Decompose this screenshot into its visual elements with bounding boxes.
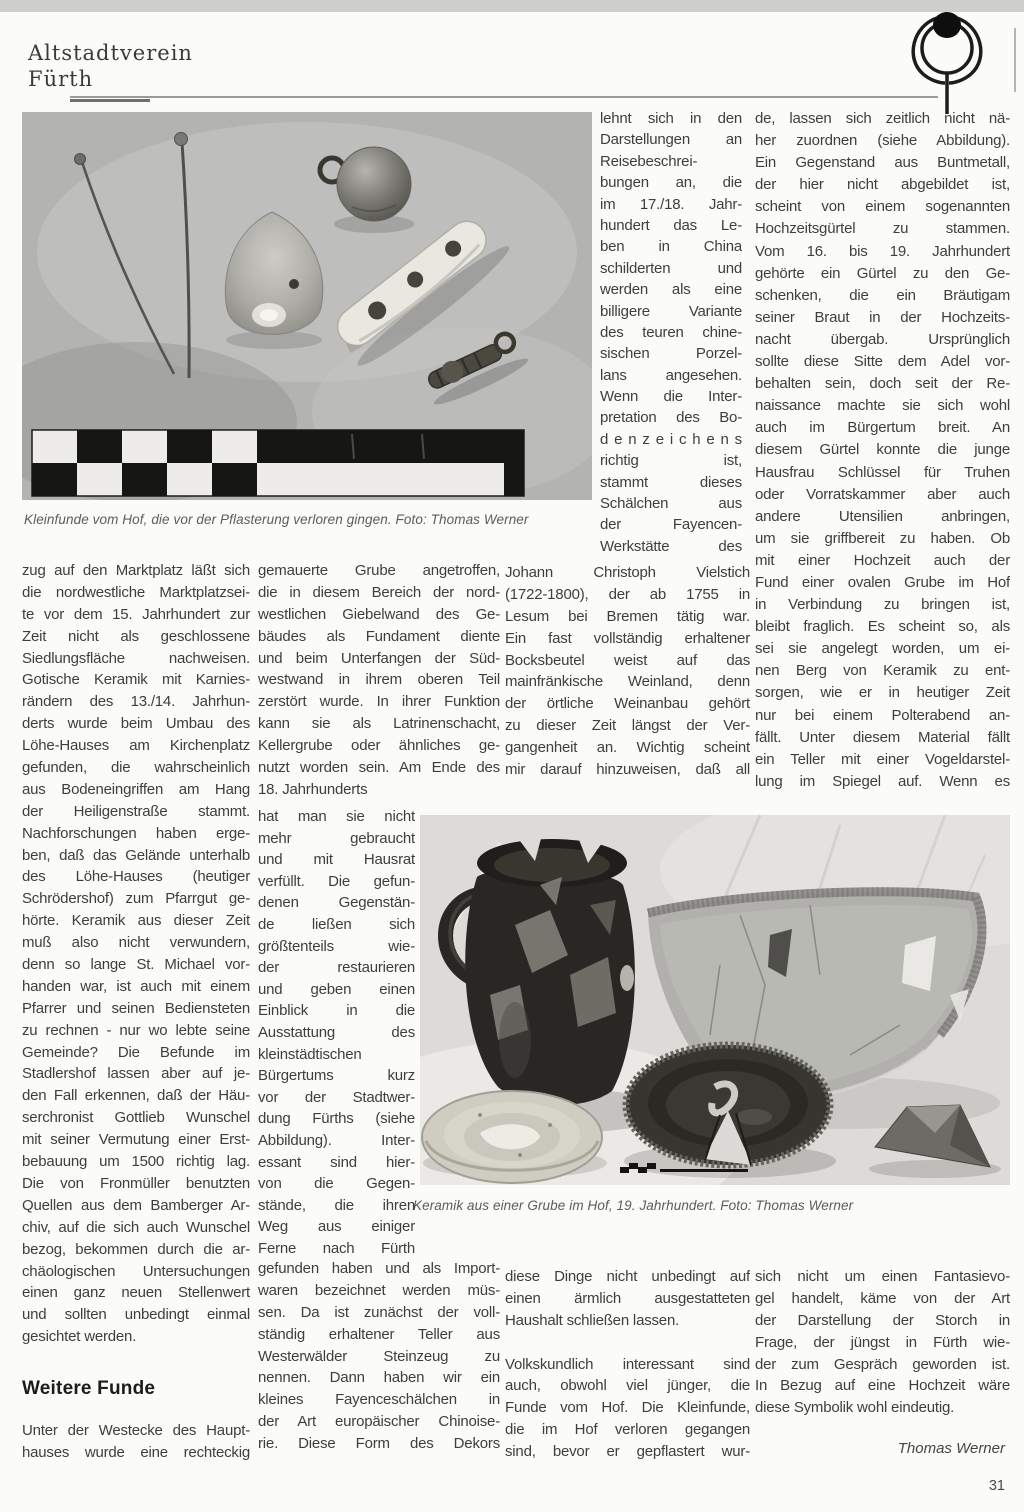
text-line: Reisebeschrei- (600, 152, 698, 170)
text-line: Ausstattung des (258, 1023, 415, 1041)
text-line: gefunden, die wahrscheinlich (22, 759, 250, 777)
text-line: stammt dieses (600, 473, 742, 491)
text-line: bungen an, die (600, 174, 742, 192)
text-line: und sollten unbedingt einmal (22, 1306, 250, 1324)
header-rule (70, 96, 938, 98)
column4-bottom (755, 1266, 1010, 1419)
text-line: fällt. Unter diesem Material fällt (755, 728, 1010, 746)
text-line: mit einer Hochzeit auch der (755, 551, 1010, 569)
text-line: sischen Porzel- (600, 345, 742, 363)
photo2-caption: Keramik aus einer Grube im Hof, 19. Jahrhundert. Foto: Thomas Werner (413, 1198, 854, 1213)
text-line: der Heiligenstraße stammt. (22, 802, 250, 820)
photo-kleinfunde (22, 112, 592, 500)
text-line: zerstört wurde. In ihrer Funktion (258, 693, 500, 711)
text-line: um sie griffbereit zu haben. Ob (755, 529, 1010, 547)
text-line: die in diesem Bereich der nord- (258, 583, 500, 601)
scan-edge-band (0, 0, 1024, 12)
text-line: essant sind hier- (258, 1153, 415, 1171)
text-line: hörte. Keramik aus dieser Zeit (22, 912, 250, 930)
text-line: nur bei einem Polterabend an- (755, 706, 1010, 724)
text-line: Lesum bei Bremen tätig war. (505, 607, 750, 625)
org-name-line2: Fürth (28, 67, 94, 91)
text-line: nen Berg von Keramik zu ent- (755, 662, 1010, 680)
text-line: Hausfrau Schlüssel für Truhen (755, 463, 1010, 481)
text-line: naissance machte sie sich wohl (755, 397, 1010, 415)
text-line: diesem Gürtel konnte die junge (755, 441, 1010, 459)
page-number: 31 (988, 1478, 1005, 1494)
text-line: sorgen, wie er in heutiger Zeit (755, 684, 1010, 702)
column1-continued (22, 1420, 250, 1464)
text-line: bezog, bekommen durch die ar- (22, 1240, 250, 1258)
text-line: der Art europäischer Chinoise- (258, 1413, 500, 1431)
column3-bottom (505, 1266, 750, 1463)
text-line: Nachforschungen haben erge- (22, 824, 250, 842)
text-line: d e n z e i c h e n s (600, 430, 742, 448)
text-line: derts wurde beim Umbau des (22, 715, 250, 733)
text-line: Bocksbeutel weist auf das (505, 651, 750, 669)
column3-narrow-top (600, 108, 742, 557)
text-line: gesichtet werden. (22, 1328, 137, 1346)
text-line: billigere Variante (600, 302, 742, 320)
text-line: westlichen Giebelwand des Ge- (258, 605, 500, 623)
text-line: hauses wurde eine rechteckig (22, 1443, 250, 1461)
text-line: Die von Fronmüller benutzten (22, 1174, 250, 1192)
column1-text (22, 560, 250, 1348)
text-line: Pfarrer und seinen Bediensteten (22, 999, 250, 1017)
text-line: mir darauf hinzuweisen, daß all (505, 761, 750, 779)
text-line: pretation des Bo- (600, 409, 742, 427)
text-line: oder Vorratskammer aber auch (755, 485, 1010, 503)
text-line: de, lassen sich zeitlich nicht nä- (755, 110, 1010, 127)
column2-top (258, 560, 500, 801)
text-line: denen Gegenstän- (258, 894, 415, 912)
text-line: nacht übergab. Ursprünglich (755, 330, 1010, 348)
text-line: bäudes als Fundament diente (258, 627, 500, 645)
text-line: de ließen sich (258, 915, 415, 933)
light-plate (422, 1091, 602, 1183)
text-line: kleinstädtischen (258, 1045, 362, 1063)
text-line: sollte diese Sitte dem Adel vor- (755, 353, 1010, 371)
text-line: Hochzeitsgürtel zu stammen. (755, 220, 1010, 238)
text-line: kann sie als Latrinenschacht, (258, 715, 500, 733)
text-line: nennen. Dann haben wir ein (258, 1369, 500, 1387)
scan-edge-tick (1014, 28, 1016, 92)
text-line: waren bezeichnet werden müs- (258, 1281, 500, 1299)
text-line: (1722-1800), der ab 1755 in (505, 585, 750, 603)
text-line: der Darstellung der Storch in (755, 1311, 1010, 1329)
text-line: gehörte ein Gürtel zu den Ge- (755, 264, 1010, 282)
text-line: Darstellungen an (600, 131, 742, 149)
text-line: Schälchen aus (600, 495, 742, 513)
text-line: Abbildung). Inter- (258, 1131, 415, 1149)
text-line: Quellen aus dem Bamberger Ar- (22, 1196, 250, 1214)
text-line: sich nicht um einen Fantasievo- (755, 1268, 1010, 1285)
text-line: behalten sein, doch seit der Re- (755, 375, 1010, 393)
text-line: auch, obwohl viel jünger, die (505, 1377, 750, 1395)
text-line: der zum Gespräch geworden ist. (755, 1355, 1010, 1373)
text-line: zug auf den Marktplatz läßt sich (22, 562, 250, 579)
text-line: werden als eine (600, 281, 742, 299)
text-line: stände, die ihren (258, 1196, 415, 1214)
text-line: der restaurieren (258, 959, 415, 977)
text-line: bleibt fraglich. Es scheint so, als (755, 618, 1010, 636)
text-line: und geben einen (258, 980, 415, 998)
text-line: Westerwälder Steinzeug zu (258, 1347, 500, 1365)
text-line: die im Hof verloren gegangen (505, 1421, 750, 1439)
text-line: handen war, ist auch mit einem (22, 977, 250, 995)
text-line: andere Utensilien anbringen, (755, 507, 1010, 525)
author-signature: Thomas Werner (897, 1440, 1005, 1457)
text-line: mainfränkische Weinland, denn (505, 673, 750, 691)
text-line: rändern des 13./14. Jahrhun- (22, 693, 250, 711)
text-line: einen ärmlich ausgestatteten (505, 1289, 750, 1307)
text-line: den Fall erkennen, daß der Häu- (22, 1087, 250, 1105)
text-line: des teuren chine- (600, 323, 742, 341)
text-line: serchronist Gottlieb Wunschel (22, 1109, 250, 1127)
text-line: lehnt sich in den (600, 110, 742, 127)
text-line: im 17./18. Jahr- (600, 195, 742, 213)
text-line: lung im Spiegel auf. Wenn es (755, 772, 1010, 790)
text-line: die nordwestliche Marktplatzsei- (22, 583, 250, 601)
tulip-flower-logo-icon (903, 6, 991, 116)
text-line: lans angesehen. (600, 366, 742, 384)
column2-narrow (258, 806, 415, 1259)
text-line: ein Teller mit einer Vogeldarstel- (755, 750, 1010, 768)
text-line: seiner Braut in der Hochzeits- (755, 308, 1010, 326)
text-line: und mit Hausrat (258, 851, 415, 869)
text-line: von die Gegen- (258, 1175, 415, 1193)
text-line: in Verbindung zu bringen ist, (755, 596, 1010, 614)
text-line: Unter der Westecke des Haupt- (22, 1422, 250, 1439)
text-line: hat man sie nicht (258, 808, 415, 825)
text-line: zu rechnen - nur wo lebte seine (22, 1021, 250, 1039)
text-line: auch im Bürgertum breit. An (755, 419, 1010, 437)
text-line: ständig erhaltener Teller aus (258, 1325, 500, 1343)
text-line: Frage, der jüngst in Fürth wie- (755, 1333, 1010, 1351)
text-line (505, 1332, 750, 1354)
text-line: vor der Stadtwer- (258, 1088, 415, 1106)
text-line: te vor dem 15. Jahrhundert zur (22, 605, 250, 623)
text-line: der örtliche Weinanbau gehört (505, 695, 750, 713)
text-line: der hier nicht abgebildet ist, (755, 176, 1010, 194)
text-line: einen ganz neuen Stellenwert (22, 1284, 250, 1302)
text-line: hundert das Le- (600, 216, 742, 234)
text-line: Vom 16. bis 19. Jahrhundert (755, 242, 1010, 260)
text-line: In Bezug auf eine Hochzeit wäre (755, 1377, 1010, 1395)
text-line: her zuordnen (siehe Abbildung). (755, 132, 1010, 150)
text-line: Einblick in die (258, 1002, 415, 1020)
text-line: Ferne nach Fürth (258, 1239, 415, 1257)
text-line: Weg aus einiger (258, 1218, 415, 1236)
text-line: Ein Gegenstand aus Buntmetall, (755, 154, 1010, 172)
text-line: rie. Diese Form des Dekors (258, 1435, 500, 1453)
text-line: Siedlungsfläche nachweisen. (22, 649, 250, 667)
text-line: mehr gebraucht (258, 829, 415, 847)
text-line: westwand in ihrem oberen Teil (258, 671, 500, 689)
text-line: diese Symbolik wohl eindeutig. (755, 1399, 955, 1417)
text-line: nutzt worden sein. Am Ende des (258, 759, 500, 777)
text-line: sen. Da ist zunächst der voll- (258, 1303, 500, 1321)
text-line: denn so lange St. Michael vor- (22, 956, 250, 974)
column2-bottom (258, 1258, 500, 1455)
text-line: chäologischen Untersuchungen (22, 1262, 250, 1280)
text-line: Schrödershof) zum Pfarrgut ge- (22, 890, 250, 908)
text-line: Löhe-Hauses am Kirchenplatz (22, 737, 250, 755)
header-rule-accent (70, 99, 150, 102)
text-line: schenken, die ein Bräutigam (755, 286, 1010, 304)
section-heading: Weitere Funde (22, 1378, 156, 1399)
page-title (28, 40, 193, 92)
column4-top (755, 108, 1010, 793)
text-line: Zeit nicht als geschlossene (22, 627, 250, 645)
text-line: Funde vom Hof. Die Kleinfunde, (505, 1399, 750, 1417)
text-line: Volkskundlich interessant sind (505, 1355, 750, 1373)
text-line: Werkstätte des (600, 537, 742, 555)
org-name-line1: Altstadtverein (28, 41, 193, 65)
text-line: sind, bevor er gepflastert wur- (505, 1443, 750, 1461)
photo1-caption: Kleinfunde vom Hof, die vor der Pflasterung verloren gingen. Foto: Thomas Werner (24, 512, 529, 527)
text-line: gangenheit an. Wichtig scheint (505, 739, 750, 757)
text-line: gefunden haben und als Import- (258, 1260, 500, 1277)
text-line: Haushalt schließen lassen. (505, 1311, 680, 1329)
text-line: dung Fürths (siehe (258, 1110, 415, 1128)
text-line: des Löhe-Hauses (heutiger (22, 868, 250, 886)
text-line: 18. Jahrhunderts (258, 780, 368, 798)
text-line: Gotische Keramik mit Karnies- (22, 671, 250, 689)
text-line: der Fayencen- (600, 516, 742, 534)
text-line: ben in China (600, 238, 742, 256)
text-line: zu dieser Zeit längst der Ver- (505, 717, 750, 735)
text-line: schilderten und (600, 259, 742, 277)
text-line: muß also nicht verwundern, (22, 934, 250, 952)
text-line: kleines Fayenceschälchen in (258, 1391, 500, 1409)
text-line: bebauung um 1500 richtig lag. (22, 1153, 250, 1171)
text-line: Gemeinde? Die Befunde im (22, 1043, 250, 1061)
text-line: und beim Unterfangen der Süd- (258, 649, 500, 667)
text-line: diese Dinge nicht unbedingt auf (505, 1268, 750, 1285)
text-line: größtenteils wie- (258, 937, 415, 955)
photo-keramik (420, 815, 1010, 1185)
text-line: Stadlershof lassen aber auf je- (22, 1065, 250, 1083)
text-line: Ein fast vollständig erhaltener (505, 629, 750, 647)
column3-wide (505, 562, 750, 781)
text-line: chiv, auf die sich auch Wunschel (22, 1218, 250, 1236)
text-line: Fund einer ovalen Grube im Hof (755, 573, 1010, 591)
text-line: richtig ist, (600, 452, 742, 470)
text-line: Johann Christoph Vielstich (505, 564, 750, 581)
text-line: gel handelt, käme von der Art (755, 1289, 1010, 1307)
text-line: Bürgertums kurz (258, 1067, 415, 1085)
text-line: mit seiner Vermutung einer Erst- (22, 1131, 250, 1149)
text-line: Wenn die Inter- (600, 388, 742, 406)
text-line: verfüllt. Die gefun- (258, 872, 415, 890)
scale-bar (32, 430, 524, 496)
text-line: Kellergrube oder ähnliches ge- (258, 737, 500, 755)
text-line: scheint von einem sogenannten (755, 198, 1010, 216)
text-line: aus Bodeneingriffen am Hang (22, 780, 250, 798)
text-line: gemauerte Grube angetroffen, (258, 562, 500, 579)
dark-dish (626, 1045, 830, 1165)
text-line: sei sie angelegt worden, um ei- (755, 640, 1010, 658)
text-line: ben, daß das Gelände unterhalb (22, 846, 250, 864)
